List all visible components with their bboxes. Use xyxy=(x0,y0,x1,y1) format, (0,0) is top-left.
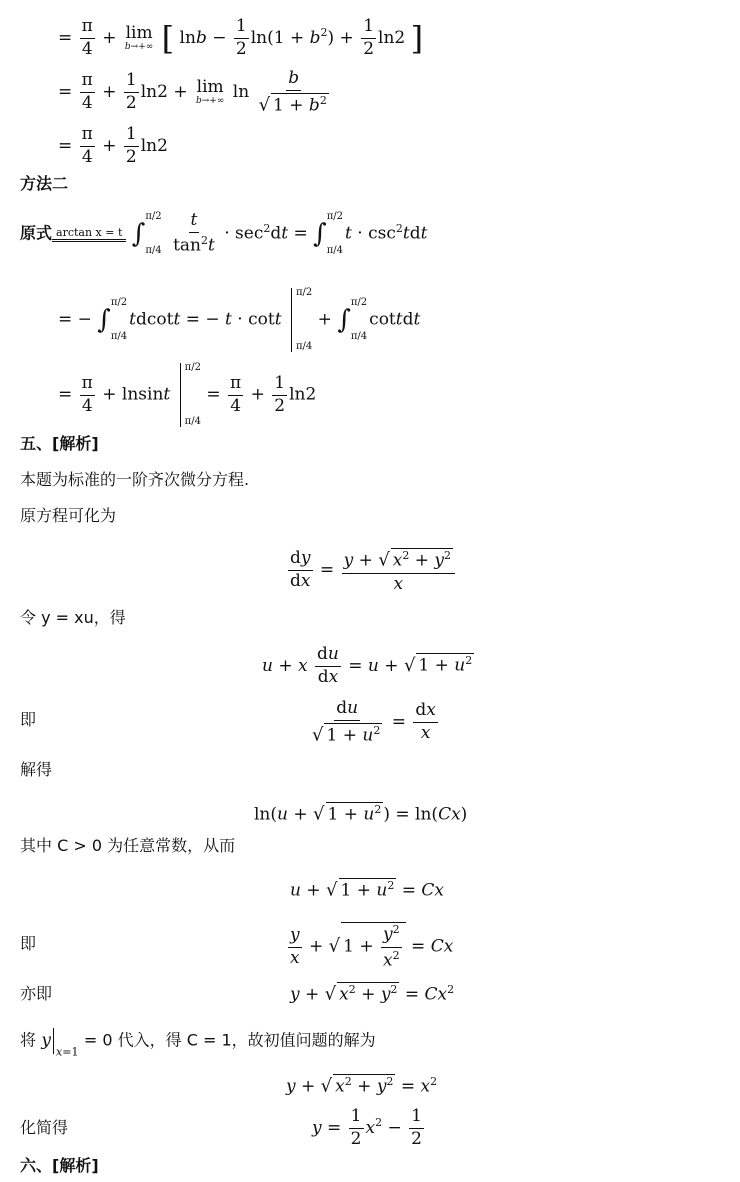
equation-substituted: u + x $\frac{du}{dx}$ = u + √ $1 + u^2$ xyxy=(262,644,473,687)
equation-back: $\frac{y}{x}$ + √ 1 + $\frac{y^2}{x^2}$ = Cx xyxy=(290,923,454,971)
equation-line-3: = $\frac{\pi}{4}$ + $\frac{1}{2}$ ln2 xyxy=(58,124,168,167)
method-two-heading: 方法二 xyxy=(20,174,69,193)
text-line-7: 即 xyxy=(20,934,37,953)
text-line-3: 令 y = xu，得 xyxy=(20,608,126,627)
substitution-label: arctan x = t xyxy=(52,227,126,242)
text-line-4: 即 xyxy=(20,710,37,729)
original-expression-label: 原式 xyxy=(20,223,53,243)
equation-particular: y + √ $x^2 + y^2 = x^2$ xyxy=(286,1075,438,1097)
text-line-6: 其中 C > 0 为任意常数，从而 xyxy=(20,836,236,855)
section-five-heading: 五、[解析] xyxy=(20,434,99,453)
text-line-8: 亦即 xyxy=(20,984,53,1003)
equation-separated: $\frac{du}{√ 1 + u^2}$ = $\frac{dx}{x}$ xyxy=(312,698,436,746)
equation-exp: u + √ $1 + u^2 = Cx$ xyxy=(290,879,444,901)
equation-line-5: = − ∫ π/2 π/4 tdcott = − t · cott π/2 π/4 + ∫ π/2 π/4 cottdt xyxy=(58,287,421,352)
text-line-10: 化简得 xyxy=(20,1118,69,1137)
equation-general: y + √ $x^2 + y^2 = Cx^2$ xyxy=(290,983,455,1005)
text-line-2: 原方程可化为 xyxy=(20,506,117,525)
text-line-9: 将 $y_{x=1} = 0$ 代入，得 C = 1，故初值问题的解为 xyxy=(20,1028,376,1058)
equation-line-4: 原式 arctan x = t ∫ π/2 π/4 $\frac{t}{\tan^2t}$ · $\sec^2dt$ = ∫ π/2 π/4 $t \cdot \csc^2tdt$ xyxy=(20,210,428,256)
section-six-heading: 六、[解析] xyxy=(20,1156,99,1175)
equation-line-2: = $\frac{\pi}{4}$ + $\frac{1}{2}$ ln2 + lim b→+∞ ln $\frac{b}{√ 1 + b^2}$ xyxy=(58,68,327,116)
text-line-1: 本题为标准的一阶齐次微分方程. xyxy=(20,470,250,489)
text-line-5: 解得 xyxy=(20,760,53,779)
equation-line-6: = $\frac{\pi}{4}$ + lnsint π/2 π/4 = $\frac{\pi}{4}$ + $\frac{1}{2}$ ln2 xyxy=(58,362,317,427)
equation-final: y = $\frac{1}{2}$ $x^2$ − $\frac{1}{2}$ xyxy=(312,1106,422,1149)
equation-line-1: = $\frac{\pi}{4}$ + lim b→+∞ [ lnb − $\frac{1}{2}$ $\ln(1 + b^2)$ + $\frac{1}{2}$ ln2 ] xyxy=(58,16,424,59)
equation-ode: $\frac{dy}{dx}$ = $\frac{y + √ x^2 + y^2}{x}$ xyxy=(286,548,457,593)
equation-solved: ln(u + √ $1 + u^2$ ) = ln(Cx) xyxy=(254,803,468,825)
